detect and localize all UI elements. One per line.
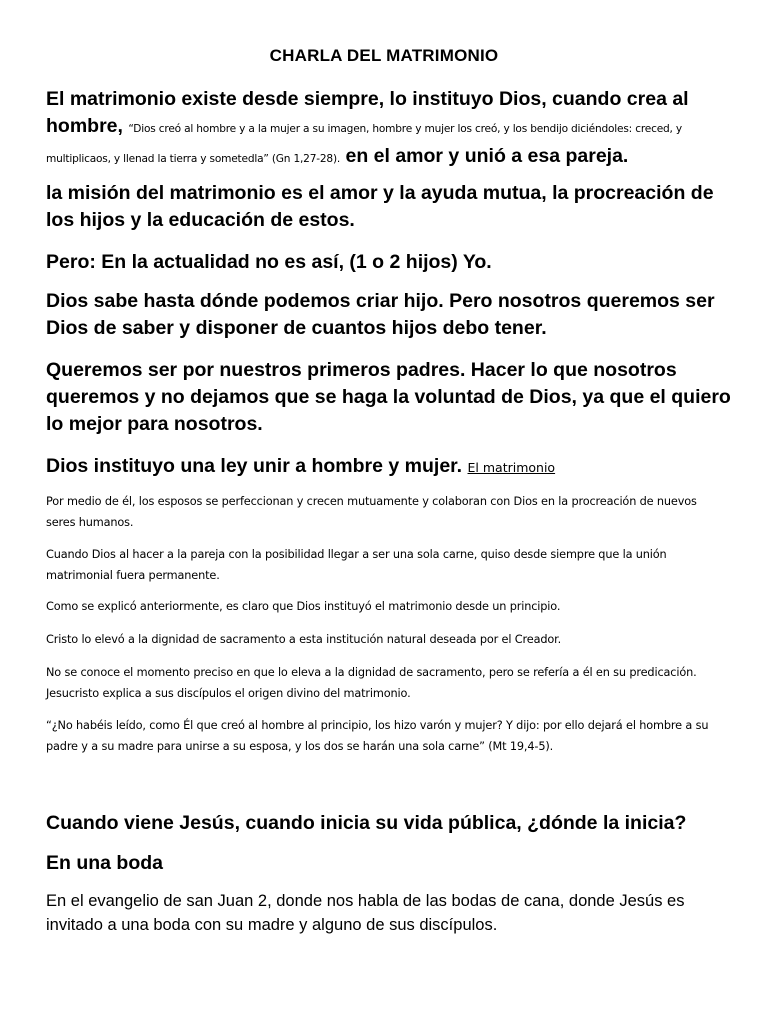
paragraph-origin-text: El matrimonio existe desde siempre, lo instituyo Dios, cuando crea al hombre, — [46, 88, 689, 137]
question-heading: Cuando viene Jesús, cuando inicia su vida pública, ¿dónde la inicia? — [46, 812, 687, 834]
small-paragraph-4: Cristo lo elevó a la dignidad de sacramento a esta institución natural deseada por el Creador. — [46, 633, 562, 646]
document-title: CHARLA DEL MATRIMONIO — [269, 46, 499, 65]
paragraph-law-period: . — [456, 455, 468, 477]
paragraph-law-text: Dios instituyo una ley unir a hombre y mujer — [46, 455, 457, 477]
small-paragraph-1: Por medio de él, los esposos se perfeccionan y crecen mutuamente y colaboran con Dios en la procreación de nuevos seres humanos. — [46, 495, 697, 529]
small-paragraph-5: No se conoce el momento preciso en que lo eleva a la dignidad de sacramento, pero se refería a él en su predicación. Jesucristo explica a sus discípulos el origen divino del matrimonio. — [46, 666, 697, 700]
paragraph-first-parents: Queremos ser por nuestros primeros padres. Hacer lo que nosotros queremos y no dejamos que se haga la voluntad de Dios, ya que el quiero lo mejor para nosotros. — [46, 359, 731, 435]
genesis-quote: “Dios creó al hombre y a la mujer a su imagen, hombre y mujer los creó, y los bendijo diciéndoles: creced, y multiplicaos, y llenad la tierra y sometedla” (Gn 1,27-28). — [46, 123, 682, 165]
small-paragraph-3: Como se explicó anteriormente, es claro que Dios instituyó el matrimonio desde un principio. — [46, 600, 561, 613]
small-paragraph-2: Cuando Dios al hacer a la pareja con la posibilidad llegar a ser una sola carne, quiso desde siempre que la unión matrimonial fuera permanente. — [46, 548, 667, 582]
matthew-quote: “¿No habéis leído, como Él que creó al hombre al principio, los hizo varón y mujer? Y dijo: por ello dejará el hombre a su padre y a su madre para unirse a su esposa, y los dos se harán una sola carne” (Mt 19,4-5). — [46, 719, 709, 753]
paragraph-mission: la misión del matrimonio es el amor y la ayuda mutua, la procreación de los hijos y la educación de estos. — [46, 182, 714, 231]
answer-heading: En una boda — [46, 852, 163, 874]
paragraph-origin-ending: en el amor y unió a esa pareja. — [340, 145, 629, 167]
paragraph-god-knows: Dios sabe hasta dónde podemos criar hijo. Pero nosotros queremos ser Dios de saber y disponer de cuantos hijos debo tener. — [46, 290, 715, 339]
closing-paragraph: En el evangelio de san Juan 2, donde nos habla de las bodas de cana, donde Jesús es invitado a una boda con su madre y alguno de sus discípulos. — [46, 892, 685, 934]
paragraph-origin — [46, 86, 736, 173]
paragraph-law — [46, 453, 736, 481]
el-matrimonio-link[interactable]: El matrimonio — [467, 460, 556, 475]
paragraph-today: Pero: En la actualidad no es así, (1 o 2 hijos) Yo. — [46, 251, 492, 273]
